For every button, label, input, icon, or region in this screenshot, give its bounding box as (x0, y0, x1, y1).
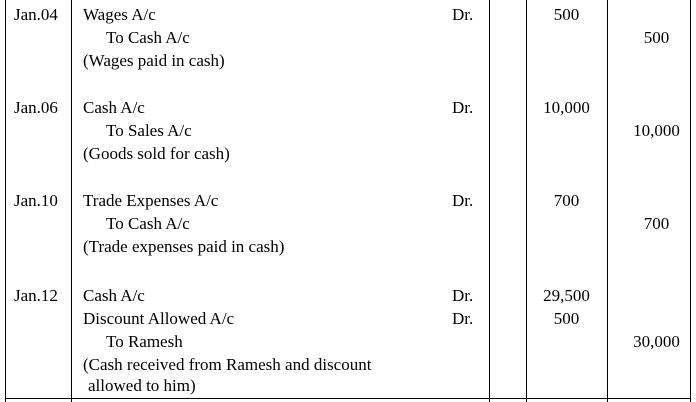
entry-date: Jan.12 (14, 286, 58, 305)
dr-marker: Dr. (452, 286, 474, 305)
date-column-divider (71, 0, 72, 402)
credit-amount: 30,000 (633, 332, 680, 351)
credit-amount: 500 (643, 28, 670, 47)
dr-marker: Dr. (452, 98, 474, 117)
debit-account: Wages A/c (83, 5, 156, 24)
dr-marker: Dr. (452, 5, 474, 24)
debit-account: Discount Allowed A/c (83, 309, 235, 328)
dr-marker: Dr. (452, 309, 474, 328)
debit-account: Trade Expenses A/c (83, 191, 219, 210)
credit-amount: 700 (643, 214, 670, 233)
bottom-rule (5, 398, 691, 399)
entry-date: Jan.10 (14, 191, 58, 210)
narration: (Cash received from Ramesh and discount (83, 355, 372, 374)
debit-amount: 700 (553, 191, 580, 210)
credit-account: To Cash A/c (106, 214, 190, 233)
lf-column-right-divider (526, 0, 527, 402)
entry-date: Jan.04 (14, 5, 58, 24)
debit-column-divider (607, 0, 608, 402)
debit-amount: 500 (553, 5, 580, 24)
debit-amount: 500 (553, 309, 580, 328)
credit-account: To Cash A/c (106, 28, 190, 47)
debit-amount: 29,500 (543, 286, 590, 305)
lf-column-left-divider (489, 0, 490, 402)
debit-account: Cash A/c (83, 98, 145, 117)
credit-account: To Ramesh (106, 332, 183, 351)
narration: (Goods sold for cash) (83, 144, 230, 163)
narration: (Trade expenses paid in cash) (83, 237, 285, 256)
credit-amount: 10,000 (633, 121, 680, 140)
left-border (5, 0, 6, 402)
credit-account: To Sales A/c (106, 121, 192, 140)
debit-amount: 10,000 (543, 98, 590, 117)
entry-date: Jan.06 (14, 98, 58, 117)
narration: (Wages paid in cash) (83, 51, 225, 70)
narration-continued: allowed to him) (88, 376, 196, 395)
debit-account: Cash A/c (83, 286, 145, 305)
dr-marker: Dr. (452, 191, 474, 210)
